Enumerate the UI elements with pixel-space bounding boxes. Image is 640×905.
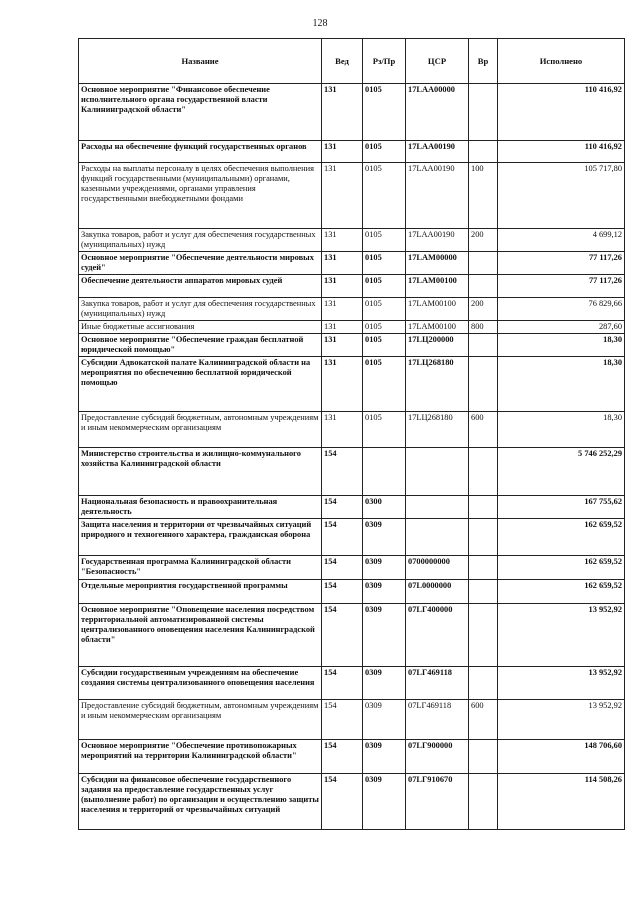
cell-ispolneno: 18,30 (498, 357, 625, 412)
cell-rzpr: 0309 (363, 774, 406, 830)
cell-name: Расходы на обеспечение функций государственных органов (79, 141, 322, 163)
cell-csr (406, 448, 469, 496)
cell-ved: 131 (322, 357, 363, 412)
cell-ved: 131 (322, 229, 363, 252)
cell-csr: 07LГ469118 (406, 667, 469, 700)
cell-ved: 131 (322, 334, 363, 357)
cell-ved: 154 (322, 604, 363, 667)
cell-rzpr: 0105 (363, 412, 406, 448)
table-row (79, 496, 625, 519)
cell-ispolneno: 148 706,60 (498, 740, 625, 774)
table-row (79, 412, 625, 448)
cell-rzpr: 0309 (363, 667, 406, 700)
cell-csr: 07LГ910670 (406, 774, 469, 830)
cell-rzpr: 0105 (363, 298, 406, 321)
header-ved: Вед (322, 39, 363, 84)
cell-name: Основное мероприятие "Оповещение населения посредством территориальной автоматизированной системы централизованного оповещения населения Калининградской области" (79, 604, 322, 667)
table-row (79, 519, 625, 556)
cell-csr: 07LГ400000 (406, 604, 469, 667)
cell-csr: 17LЦ200000 (406, 334, 469, 357)
cell-csr: 17LЦ268180 (406, 412, 469, 448)
cell-csr: 17LAM00100 (406, 321, 469, 334)
cell-vr: 600 (469, 700, 498, 740)
cell-ispolneno: 13 952,92 (498, 667, 625, 700)
cell-csr: 17LAA00190 (406, 229, 469, 252)
cell-vr (469, 580, 498, 604)
cell-name: Предоставление субсидий бюджетным, автономным учреждениям и иным некоммерческим организациям (79, 700, 322, 740)
cell-ved: 154 (322, 667, 363, 700)
cell-csr: 07LГ900000 (406, 740, 469, 774)
cell-csr: 07LГ469118 (406, 700, 469, 740)
cell-rzpr: 0309 (363, 740, 406, 774)
cell-rzpr: 0105 (363, 141, 406, 163)
cell-csr: 17LAA00000 (406, 84, 469, 141)
table-row (79, 84, 625, 141)
cell-ispolneno: 162 659,52 (498, 580, 625, 604)
cell-vr (469, 519, 498, 556)
table-row (79, 298, 625, 321)
cell-vr: 100 (469, 163, 498, 229)
cell-vr: 600 (469, 412, 498, 448)
cell-vr (469, 275, 498, 298)
table-row (79, 334, 625, 357)
cell-vr: 800 (469, 321, 498, 334)
table-row (79, 556, 625, 580)
cell-vr (469, 357, 498, 412)
cell-ved: 131 (322, 252, 363, 275)
cell-ved: 154 (322, 496, 363, 519)
cell-ispolneno: 162 659,52 (498, 556, 625, 580)
cell-rzpr: 0105 (363, 163, 406, 229)
cell-csr: 17LAA00190 (406, 163, 469, 229)
cell-ved: 154 (322, 519, 363, 556)
header-ispolneno: Исполнено (498, 39, 625, 84)
cell-ved: 154 (322, 740, 363, 774)
cell-ved: 154 (322, 774, 363, 830)
cell-name: Предоставление субсидий бюджетным, автономным учреждениям и иным некоммерческим организациям (79, 412, 322, 448)
cell-rzpr (363, 448, 406, 496)
cell-ved: 131 (322, 141, 363, 163)
cell-rzpr: 0105 (363, 84, 406, 141)
cell-ispolneno: 18,30 (498, 412, 625, 448)
cell-vr (469, 667, 498, 700)
header-vr: Вр (469, 39, 498, 84)
cell-ved: 154 (322, 556, 363, 580)
cell-vr (469, 740, 498, 774)
cell-rzpr: 0309 (363, 604, 406, 667)
header-name: Название (79, 39, 322, 84)
cell-csr: 17LAM00000 (406, 252, 469, 275)
cell-csr: 17LЦ268180 (406, 357, 469, 412)
cell-name: Основное мероприятие "Обеспечение противопожарных мероприятий на территории Калининградской области" (79, 740, 322, 774)
cell-ispolneno: 110 416,92 (498, 84, 625, 141)
cell-name: Основное мероприятие "Финансовое обеспечение исполнительного органа государственной власти Калининградской области" (79, 84, 322, 141)
cell-rzpr: 0105 (363, 275, 406, 298)
table-row (79, 229, 625, 252)
cell-ispolneno: 76 829,66 (498, 298, 625, 321)
cell-ved: 131 (322, 275, 363, 298)
cell-ispolneno: 287,60 (498, 321, 625, 334)
cell-name: Субсидии государственным учреждениям на обеспечение создания системы централизованного оповещения населения (79, 667, 322, 700)
cell-rzpr: 0105 (363, 321, 406, 334)
cell-name: Закупка товаров, работ и услуг для обеспечения государственных (муниципальных) нужд (79, 229, 322, 252)
cell-csr: 17LAA00190 (406, 141, 469, 163)
cell-name: Основное мероприятие "Обеспечение деятельности мировых судей" (79, 252, 322, 275)
cell-ispolneno: 13 952,92 (498, 700, 625, 740)
cell-name: Обеспечение деятельности аппаратов мировых судей (79, 275, 322, 298)
cell-ispolneno: 77 117,26 (498, 275, 625, 298)
cell-ispolneno: 4 699,12 (498, 229, 625, 252)
table-row (79, 774, 625, 830)
cell-ispolneno: 162 659,52 (498, 519, 625, 556)
table-row (79, 604, 625, 667)
budget-table (78, 38, 625, 830)
cell-vr (469, 556, 498, 580)
cell-ved: 131 (322, 412, 363, 448)
cell-name: Закупка товаров, работ и услуг для обеспечения государственных (муниципальных) нужд (79, 298, 322, 321)
cell-vr (469, 252, 498, 275)
cell-ispolneno: 110 416,92 (498, 141, 625, 163)
table-row (79, 700, 625, 740)
cell-rzpr: 0309 (363, 700, 406, 740)
header-csr: ЦСР (406, 39, 469, 84)
cell-vr (469, 334, 498, 357)
cell-name: Защита населения и территории от чрезвычайных ситуаций природного и техногенного характера, гражданская оборона (79, 519, 322, 556)
cell-rzpr: 0105 (363, 252, 406, 275)
table-row (79, 275, 625, 298)
cell-vr: 200 (469, 229, 498, 252)
cell-name: Государственная программа Калининградской области "Безопасность" (79, 556, 322, 580)
cell-name: Министерство строительства и жилищно-коммунального хозяйства Калининградской области (79, 448, 322, 496)
cell-ved: 154 (322, 580, 363, 604)
cell-ispolneno: 77 117,26 (498, 252, 625, 275)
cell-vr (469, 141, 498, 163)
cell-rzpr: 0309 (363, 580, 406, 604)
cell-csr: 17LAM00100 (406, 275, 469, 298)
cell-vr (469, 84, 498, 141)
cell-ved: 154 (322, 448, 363, 496)
cell-name: Субсидии Адвокатской палате Калининградской области на мероприятия по обеспечению бесплатной юридической помощью (79, 357, 322, 412)
header-row (79, 39, 625, 84)
cell-ispolneno: 167 755,62 (498, 496, 625, 519)
cell-ispolneno: 5 746 252,29 (498, 448, 625, 496)
cell-rzpr: 0309 (363, 556, 406, 580)
table-row (79, 740, 625, 774)
cell-csr (406, 519, 469, 556)
cell-vr (469, 774, 498, 830)
cell-ved: 131 (322, 163, 363, 229)
table-row (79, 321, 625, 334)
cell-name: Отдельные мероприятия государственной программы (79, 580, 322, 604)
table-row (79, 667, 625, 700)
cell-name: Иные бюджетные ассигнования (79, 321, 322, 334)
cell-rzpr: 0300 (363, 496, 406, 519)
cell-ved: 131 (322, 298, 363, 321)
cell-vr (469, 604, 498, 667)
table-row (79, 141, 625, 163)
cell-ved: 131 (322, 321, 363, 334)
cell-csr: 0700000000 (406, 556, 469, 580)
header-rzpr: Рз/Пр (363, 39, 406, 84)
cell-rzpr: 0105 (363, 229, 406, 252)
table-row (79, 252, 625, 275)
cell-vr (469, 448, 498, 496)
page-number: 128 (312, 18, 328, 29)
cell-vr (469, 496, 498, 519)
cell-ved: 131 (322, 84, 363, 141)
cell-rzpr: 0105 (363, 334, 406, 357)
cell-name: Субсидии на финансовое обеспечение государственного задания на предоставление государственных услуг (выполнение работ) по организации и осуществлению защиты населения и территорий от чрезвычайных ситуаций (79, 774, 322, 830)
cell-csr: 17LAM00100 (406, 298, 469, 321)
cell-ved: 154 (322, 700, 363, 740)
cell-rzpr: 0309 (363, 519, 406, 556)
table-row (79, 357, 625, 412)
cell-ispolneno: 105 717,80 (498, 163, 625, 229)
cell-name: Основное мероприятие "Обеспечение граждан бесплатной юридической помощью" (79, 334, 322, 357)
cell-csr (406, 496, 469, 519)
table-row (79, 448, 625, 496)
cell-ispolneno: 13 952,92 (498, 604, 625, 667)
cell-csr: 07L0000000 (406, 580, 469, 604)
cell-name: Расходы на выплаты персоналу в целях обеспечения выполнения функций государственными (муниципальными) органами, казенными учреждениями, органами управления государственными внебюджетными фондами (79, 163, 322, 229)
cell-vr: 200 (469, 298, 498, 321)
table-row (79, 163, 625, 229)
cell-rzpr: 0105 (363, 357, 406, 412)
table-row (79, 580, 625, 604)
cell-ispolneno: 114 508,26 (498, 774, 625, 830)
cell-name: Национальная безопасность и правоохранительная деятельность (79, 496, 322, 519)
cell-ispolneno: 18,30 (498, 334, 625, 357)
